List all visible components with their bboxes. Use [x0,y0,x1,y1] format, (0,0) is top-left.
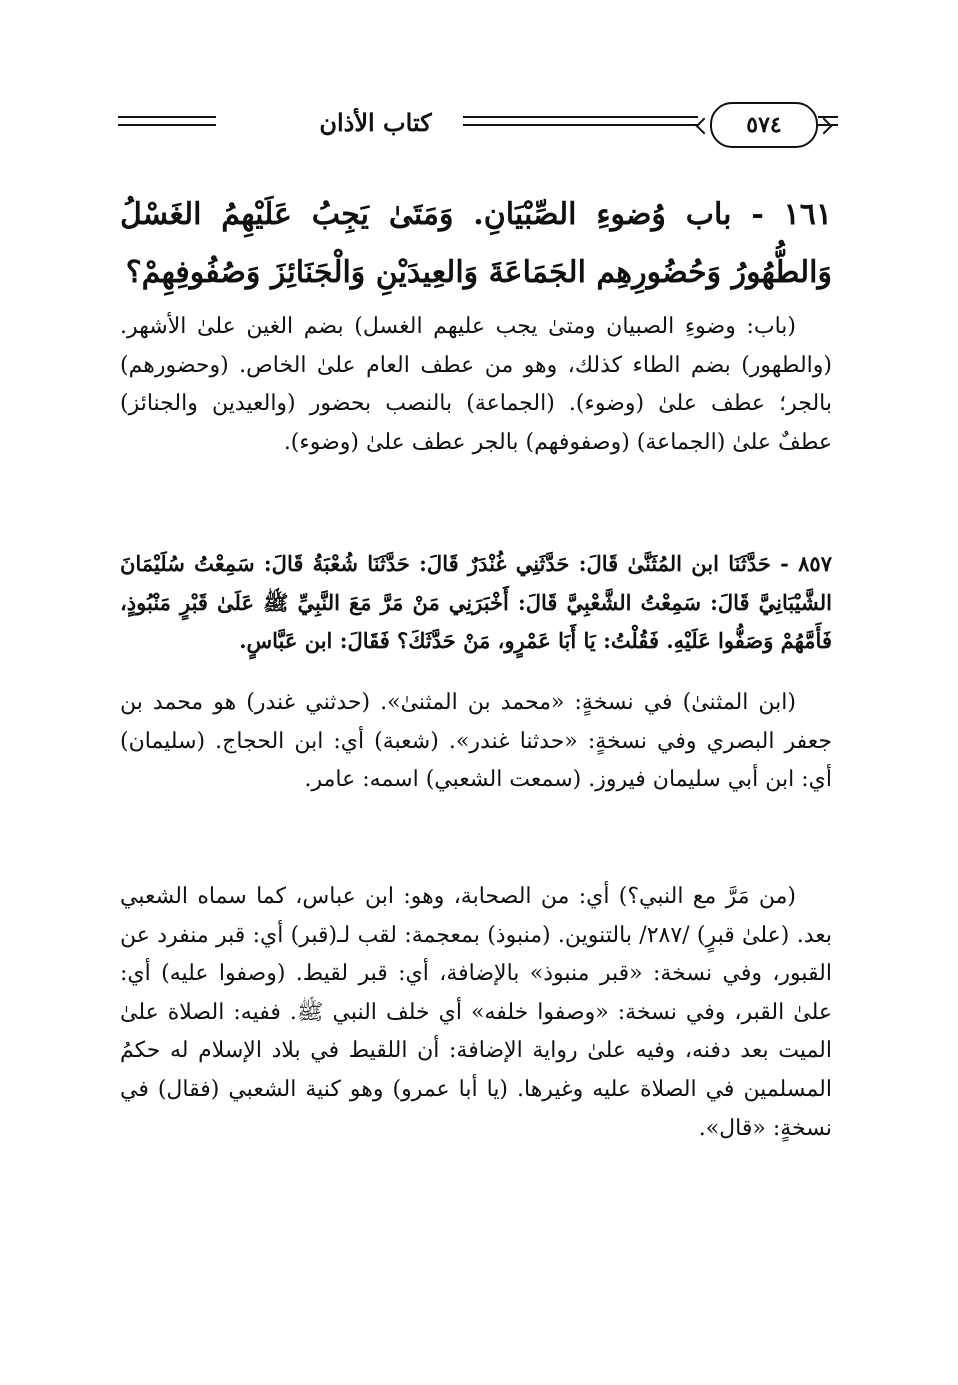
page-header [118,102,838,152]
commentary-paragraph-2: (من مَرَّ مع النبي؟) أي: من الصحابة، وهو: ابن عباس، كما سماه الشعبي بعد. (علىٰ قبرٍ) /٢٨٧/ بالتنوين. (منبوذ) بمعجمة: لقب لـ(قبر) أي: قبر منفرد عن القبور، وفي نسخة: «قبر منبوذ» بالإضافة، أي: قبر لقيط. (وصفوا عليه) أي: علىٰ القبر، وفي نسخة: «وصفوا خلفه» أي خلف النبي ﷺ. ففيه: الصلاة علىٰ الميت بعد دفنه، وفيه علىٰ رواية الإضافة: أن اللقيط في بلاد الإسلام له حكمُ المسلمين في الصلاة عليه وغيرها. (يا أبا عمرو) وهو كنية الشعبي (فقال) في نسخةٍ: «قال». [120,884,832,1141]
header-rule-right-bottom [818,124,838,126]
header-rule-middle-bottom [463,124,698,126]
header-rule-left-top [118,116,216,118]
chapter-heading: ١٦١ - باب وُضوءِ الصِّبْيَانِ. وَمَتَىٰ يَجِبُ عَلَيْهِمُ الغَسْلُ وَالطُّهُورُ وَحُضُورِهِم الجَمَاعَةَ وَالعِيدَيْنِ وَالْجَنَائِزَ وَصُفُوفِهِمْ؟ [120,197,832,290]
page-number: ٥٧٤ [710,102,818,148]
header-rule-right-top [818,116,838,118]
hadith-text: ٨٥٧ - حَدَّثَنَا ابن المُثَنَّىٰ قَالَ: حَدَّثَنِي غُنْدَرٌ قَالَ: حَدَّثَنَا شُعْبَةُ قَالَ: سَمِعْتُ سُلَيْمَانَ الشَّيْبَانِيَّ قَالَ: سَمِعْتُ الشَّعْبِيَّ قَالَ: أَخْبَرَنِي مَنْ مَرَّ مَعَ النَّبِيِّ ﷺ عَلَىٰ قَبْرٍ مَنْبُوذٍ، فَأَمَّهُمْ وَصَفُّوا عَلَيْهِ. فَقُلْتُ: يَا أَبَا عَمْرٍو، مَنْ حَدَّثَكَ؟ فَقَالَ: ابن عَبَّاسٍ. [120,551,832,654]
header-rule-left-bottom [118,124,216,126]
book-title: كتاب الأذان [319,108,432,137]
chapter-commentary: (باب: وضوءِ الصبيان ومتىٰ يجب عليهم الغسل) بضم الغين علىٰ الأشهر. (والطهور) بضم الطاء كذلك، وهو من عطف العام علىٰ الخاص. (وحضورهم) بالجر؛ عطف علىٰ (وضوء). (الجماعة) بالنصب بحضور (والعيدين والجنائز) عطفٌ علىٰ (الجماعة) (وصفوفهم) بالجر عطف علىٰ (وضوء). [120,314,832,455]
commentary-paragraph-1: (ابن المثنىٰ) في نسخةٍ: «محمد بن المثنىٰ». (حدثني غندر) هو محمد بن جعفر البصري وفي نسخةٍ: «حدثنا غندر». (شعبة) أي: ابن الحجاج. (سليمان) أي: ابن أبي سليمان فيروز. (سمعت الشعبي) اسمه: عامر. [120,690,832,793]
header-rule-middle-top [463,116,698,118]
